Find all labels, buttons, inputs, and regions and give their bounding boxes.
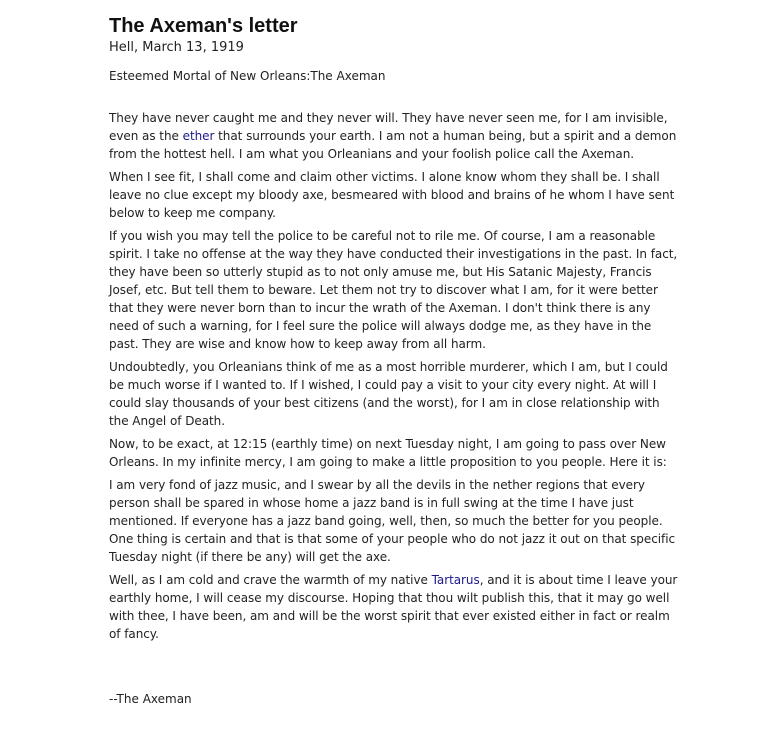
- paragraph-7-text-b: , and it is about time I leave your earthly home, I will cease my discourse. Hoping that thou wilt publish this, that it may go well with thee, I have been, am and will be the worst spirit that ever existed either in fact or realm of fancy.: [109, 573, 678, 641]
- letter-dateline: Hell, March 13, 1919: [109, 40, 244, 55]
- paragraph-1: [109, 109, 679, 163]
- paragraph-7-text-a: Well, as I am cold and crave the warmth of my native: [109, 573, 432, 587]
- paragraph-1-text-b: that surrounds your earth. I am not a human being, but a spirit and a demon from the hottest hell. I am what you Orleanians and your foolish police call the Axeman.: [109, 129, 677, 161]
- letter-salutation: Esteemed Mortal of New Orleans:The Axeman: [109, 69, 386, 83]
- paragraph-2: When I see fit, I shall come and claim other victims. I alone know whom they shall be. I shall leave no clue except my bloody axe, besmeared with blood and brains of he whom I have sent below to keep me company.: [109, 170, 675, 220]
- letter-signature: --The Axeman: [109, 692, 192, 706]
- paragraph-1-text-a: They have never caught me and they never will. They have never seen me, for I am invisible, even as the: [109, 111, 668, 143]
- paragraph-5: Now, to be exact, at 12:15 (earthly time) on next Tuesday night, I am going to pass over New Orleans. In my infinite mercy, I am going to make a little proposition to you people. Here it is:: [109, 437, 667, 469]
- paragraph-4: Undoubtedly, you Orleanians think of me as a most horrible murderer, which I am, but I could be much worse if I wanted to. If I wished, I could pay a visit to your city every night. At will I could slay thousands of your best citizens (and the worst), for I am in close relationship with the Angel of Death.: [109, 360, 668, 428]
- paragraph-6: I am very fond of jazz music, and I swear by all the devils in the nether regions that every person shall be spared in whose home a jazz band is in full swing at the time I have just mentioned. If everyone has a jazz band going, well, then, so much the better for you people. One thing is certain and that is that some of your people who do not jazz it out on that specific Tuesday night (if there be any) will get the axe.: [109, 478, 676, 564]
- letter-title: The Axeman's letter: [109, 15, 298, 37]
- tartarus-link[interactable]: Tartarus: [431, 573, 480, 587]
- ether-link[interactable]: ether: [182, 129, 215, 143]
- paragraph-7: [109, 571, 679, 643]
- letter-page: [109, 13, 679, 648]
- paragraph-3: If you wish you may tell the police to be careful not to rile me. Of course, I am a reasonable spirit. I take no offense at the way they have conducted their investigations in the past. In fact, they have been so utterly stupid as to not only amuse me, but His Satanic Majesty, Francis Josef, etc. But tell them to beware. Let them not try to discover what I am, for it were better that they were never born than to incur the wrath of the Axeman. I don't think there is any need of such a warning, for I feel sure the police will always dodge me, as they have in the past. They are wise and know how to keep away from all harm.: [109, 229, 678, 351]
